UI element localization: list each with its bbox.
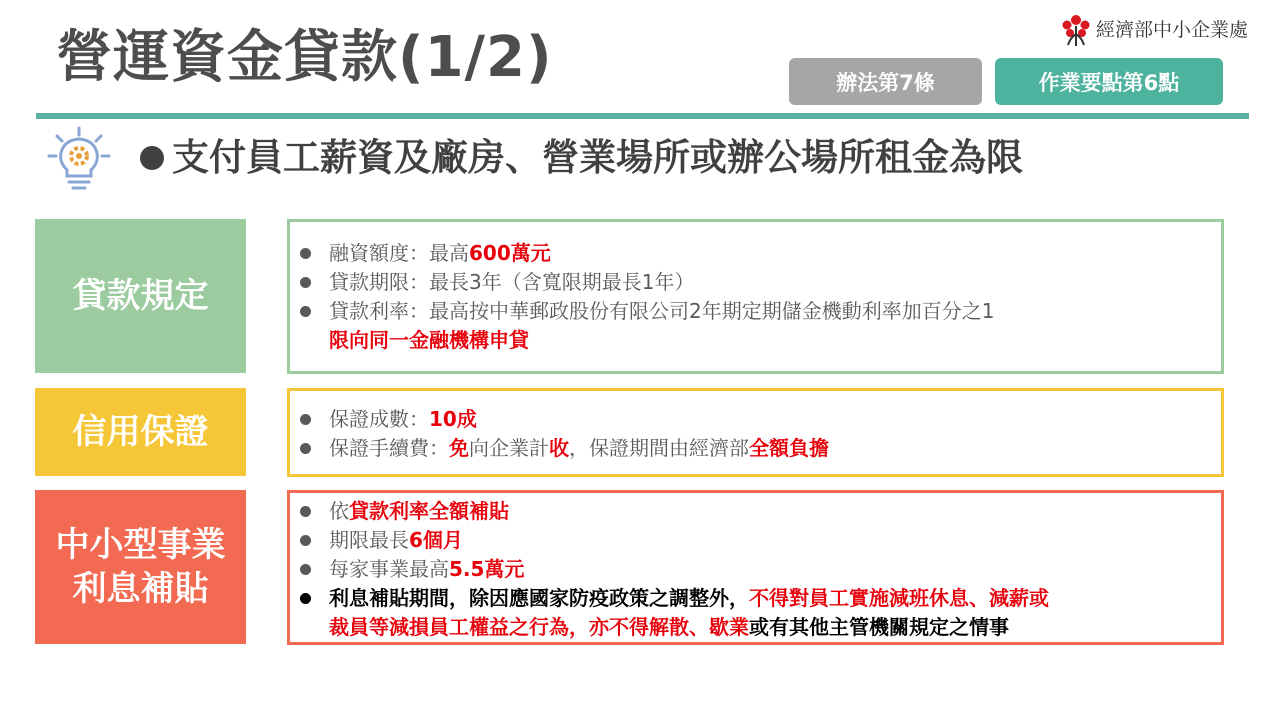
item-text: 依 [329, 499, 349, 523]
loan-rules-label: 貸款規定 [35, 219, 246, 373]
headline [140, 134, 1023, 182]
item-text: ，保證期間由經濟部 [569, 436, 749, 460]
item-text: 融資額度：最高 [329, 241, 469, 265]
item-highlight: 全額負擔 [749, 436, 829, 460]
list-item [300, 497, 1221, 526]
ministry-logo [1058, 12, 1270, 48]
credit-guarantee-box [287, 388, 1224, 477]
list-item [300, 584, 1221, 613]
lightbulb-gear-icon [47, 126, 111, 192]
list-item [300, 434, 1221, 463]
item-highlight: 6個月 [409, 528, 463, 552]
loan-note: 限向同一金融機構申貸 [329, 328, 529, 352]
list-item [300, 239, 1221, 268]
bullet [300, 306, 311, 317]
guideline-point-tag: 作業要點第6點 [995, 58, 1223, 105]
plum-blossom-logo-icon [1058, 12, 1094, 48]
page-title: 營運資金貸款(1/2) [56, 25, 553, 90]
item-text: 向企業計 [469, 436, 549, 460]
item-highlight: 免 [449, 436, 469, 460]
logo-text: 經濟部中小企業處 [1096, 19, 1249, 41]
item-text: 或有其他主管機關規定之情事 [749, 615, 1009, 639]
item-highlight: 貸款利率全額補貼 [349, 499, 509, 523]
item-text: 每家事業最高 [329, 557, 449, 581]
bullet [300, 535, 311, 546]
headline-bullet [140, 146, 164, 170]
bullet [300, 248, 311, 259]
item-text: 利息補貼期間，除因應國家防疫政策之調整外， [329, 586, 749, 610]
item-highlight: 5.5萬元 [449, 557, 525, 581]
loan-rules-box [287, 219, 1224, 374]
credit-guarantee-label: 信用保證 [35, 388, 246, 476]
list-item [300, 297, 1221, 326]
item-text: 期限最長 [329, 528, 409, 552]
label-line: 中小型事業 [55, 525, 226, 565]
bullet [300, 277, 311, 288]
regulation-article-tag: 辦法第7條 [789, 58, 982, 105]
item-text: 保證成數： [329, 407, 429, 431]
item-highlight: 600萬元 [469, 241, 551, 265]
bullet [300, 593, 311, 604]
bullet [300, 414, 311, 425]
list-item [300, 555, 1221, 584]
bullet [300, 564, 311, 575]
list-item-continuation [300, 613, 1221, 642]
interest-subsidy-label [35, 490, 246, 644]
label-line: 利息補貼 [72, 569, 209, 609]
item-highlight: 10成 [429, 407, 477, 431]
item-text: 保證手續費： [329, 436, 449, 460]
list-item [300, 268, 1221, 297]
item-highlight: 不得對員工實施減班休息、減薪或 [749, 586, 1049, 610]
header-divider [36, 113, 1249, 119]
item-text: 貸款期限：最長3年（含寬限期最長1年） [329, 270, 695, 294]
headline-text: 支付員工薪資及廠房、營業場所或辦公場所租金為限 [172, 136, 1023, 179]
item-highlight: 收 [549, 436, 569, 460]
bullet [300, 443, 311, 454]
list-item [300, 526, 1221, 555]
interest-subsidy-box [287, 490, 1224, 645]
list-item [300, 405, 1221, 434]
item-text: 貸款利率：最高按中華郵政股份有限公司2年期定期儲金機動利率加百分之1 [329, 299, 995, 323]
bullet [300, 506, 311, 517]
item-highlight: 裁員等減損員工權益之行為，亦不得解散、歇業 [329, 615, 749, 639]
